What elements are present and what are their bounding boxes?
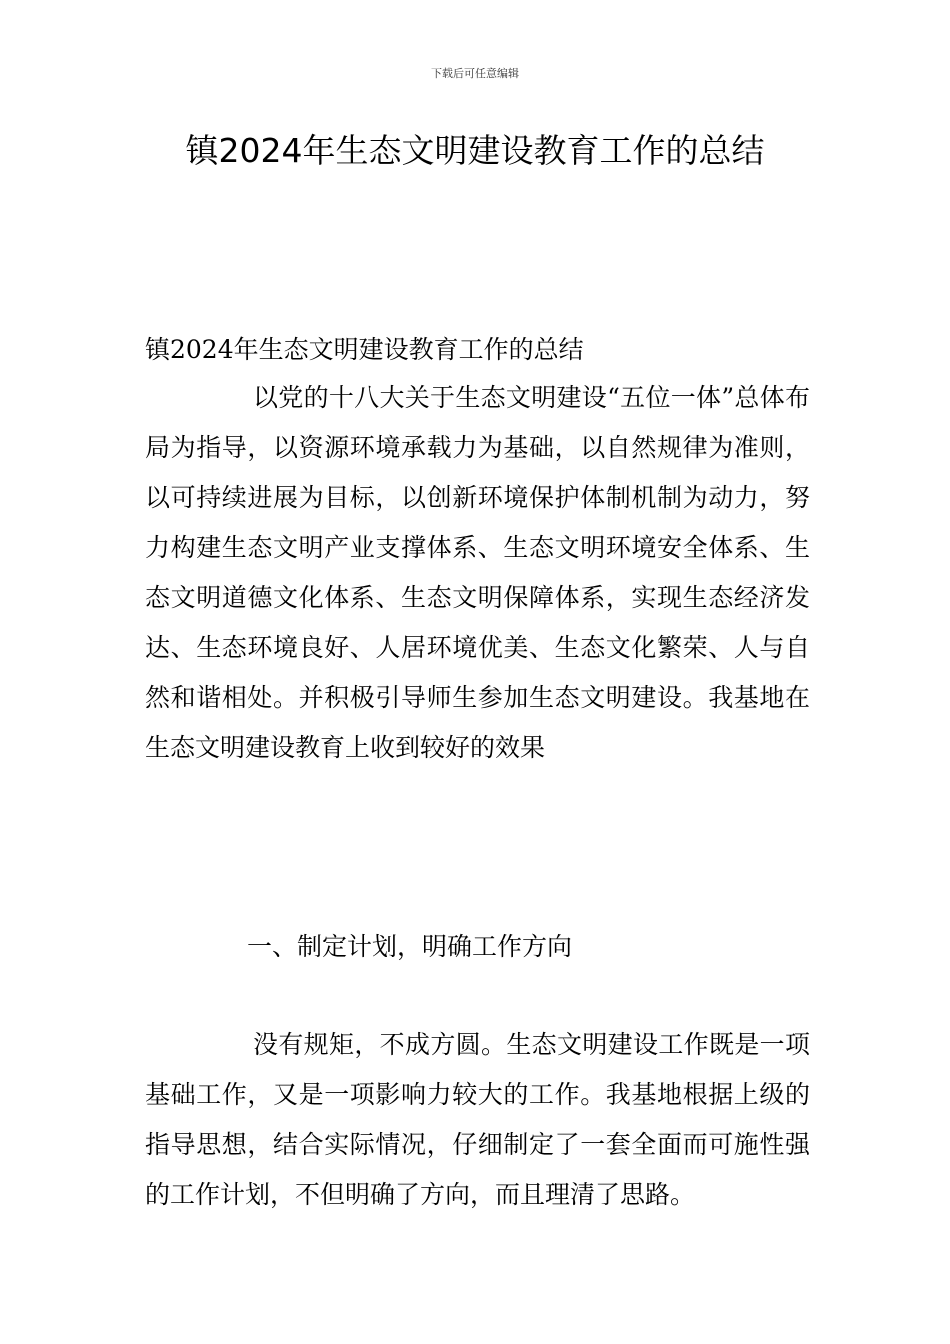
section-heading-1: 一、制定计划，明确工作方向 — [247, 932, 573, 961]
paragraph-section-1: 没有规矩，不成方圆。生态文明建设工作既是一项基础工作，又是一项影响力较大的工作。我基地根据上级的指导思想，结合实际情况，仔细制定了一套全面而可施性强的工作计划，不但明确了方向，而且理清了思路。 — [145, 1030, 810, 1209]
document-title: 镇2024年生态文明建设教育工作的总结 — [185, 131, 765, 170]
paragraph-intro: 以党的十八大关于生态文明建设“五位一体”总体布局为指导，以资源环境承载力为基础，以自然规律为准则，以可持续进展为目标，以创新环境保护体制机制为动力，努力构建生态文明产业支撑体系、生态文明环境安全体系、生态文明道德文化体系、生态文明保障体系，实现生态经济发达、生态环境良好、人居环境优美、生态文化繁荣、人与自然和谐相处。并积极引导师生参加生态文明建设。我基地在生态文明建设教育上收到较好的效果 — [145, 383, 810, 762]
header-note: 下载后可任意编辑 — [431, 67, 519, 80]
document-subtitle: 镇2024年生态文明建设教育工作的总结 — [145, 335, 584, 364]
